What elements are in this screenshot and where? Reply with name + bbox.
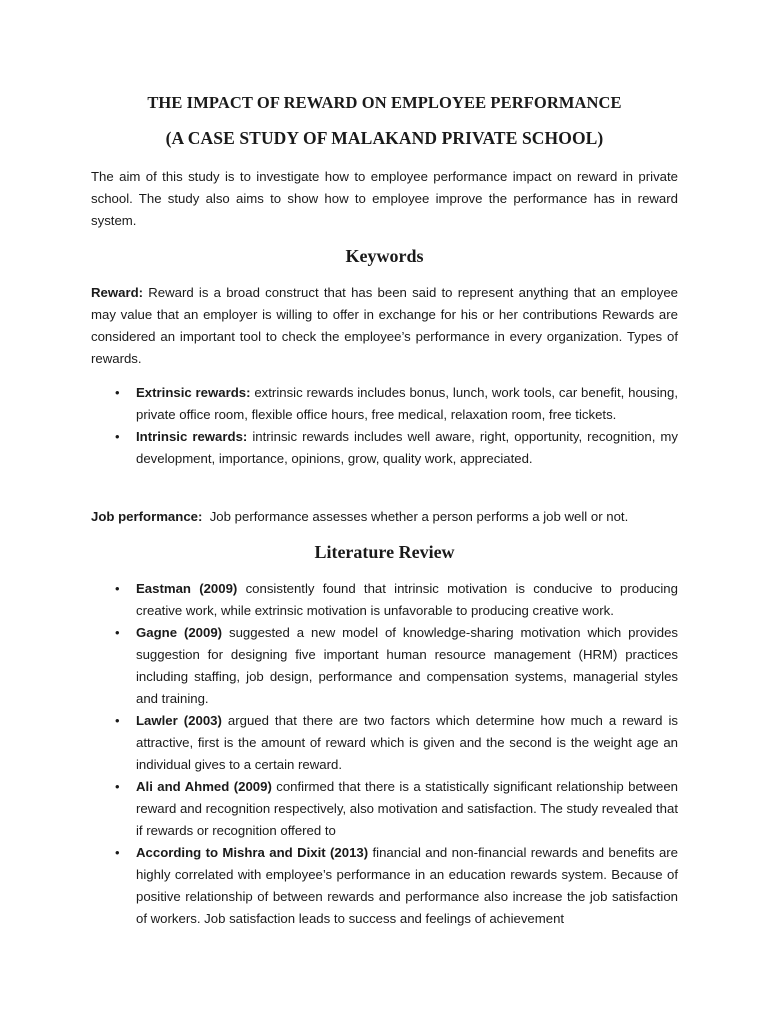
bullet-icon: • <box>115 845 120 860</box>
citation-text: financial and non-financial rewards and benefits are highly correlated with employee’s performance in an education rewards system. Because of positive relationship of between rewards and performance also increase the job satisfaction of workers. Job satisfaction leads to success and feelings of achievement <box>136 845 679 926</box>
job-performance-text: Job performance assesses whether a person performs a job well or not. <box>202 509 629 524</box>
bullet-icon: • <box>115 779 120 794</box>
citation-term: Gagne (2009) <box>136 625 223 640</box>
extrinsic-text: extrinsic rewards includes bonus, lunch, work tools, car benefit, housing, private office room, flexible office hours, free medical, relaxation room, free tickets. <box>136 385 678 422</box>
citation-term: Lawler (2003) <box>136 713 222 728</box>
list-item <box>91 776 678 842</box>
citation-text: argued that there are two factors which determine how much a reward is attractive, first is the amount of reward which is given and the second is the weight age an individual gives to a certain reward. <box>136 713 678 772</box>
intrinsic-term: Intrinsic rewards: <box>136 429 248 444</box>
citation-text: suggested a new model of knowledge-sharing motivation which provides suggestion for designing five important human resource management (HRM) practices including staffing, job design, performance and compensation systems, managerial styles and training. <box>136 625 678 706</box>
reward-types-list <box>91 382 678 470</box>
list-item <box>91 842 678 930</box>
reward-text: Reward is a broad construct that has been said to represent anything that an employee may value that an employer is willing to offer in exchange for his or her contributions Rewards are considered an important tool to check the employee’s performance in every organization. Types of rewards. <box>91 285 678 366</box>
bullet-icon: • <box>115 429 120 444</box>
document-title: THE IMPACT OF REWARD ON EMPLOYEE PERFORMANCE <box>147 93 622 112</box>
job-performance-definition <box>91 506 678 528</box>
document-subtitle: (A CASE STUDY OF MALAKAND PRIVATE SCHOOL) <box>165 128 604 148</box>
extrinsic-term: Extrinsic rewards: <box>136 385 251 400</box>
list-item <box>91 382 678 426</box>
bullet-icon: • <box>115 385 120 400</box>
list-item <box>91 426 678 470</box>
citation-text: confirmed that there is a statistically significant relationship between reward and recognition respectively, also motivation and satisfaction. The study revealed that if rewards or recognition offered to <box>136 779 678 838</box>
literature-heading: Literature Review <box>314 542 455 562</box>
citation-term: According to Mishra and Dixit (2013) <box>136 845 369 860</box>
keywords-heading: Keywords <box>345 246 424 266</box>
list-item <box>91 578 678 622</box>
bullet-icon: • <box>115 713 120 728</box>
reward-definition <box>91 282 678 370</box>
list-item <box>91 710 678 776</box>
intrinsic-text: intrinsic rewards includes well aware, right, opportunity, recognition, my development, importance, opinions, grow, quality work, appreciated. <box>136 429 678 466</box>
bullet-icon: • <box>115 581 120 596</box>
citation-term: Ali and Ahmed (2009) <box>136 779 272 794</box>
bullet-icon: • <box>115 625 120 640</box>
list-item <box>91 622 678 710</box>
abstract-paragraph: The aim of this study is to investigate how to employee performance impact on reward in private school. The study also aims to show how to employee improve the performance has in reward system. <box>91 169 678 228</box>
citation-term: Eastman (2009) <box>136 581 238 596</box>
job-performance-term: Job performance: <box>91 509 203 524</box>
reward-term: Reward: <box>91 285 144 300</box>
citation-text: consistently found that intrinsic motivation is conducive to producing creative work, while extrinsic motivation is unfavorable to producing creative work. <box>136 581 678 618</box>
literature-list <box>91 578 678 930</box>
